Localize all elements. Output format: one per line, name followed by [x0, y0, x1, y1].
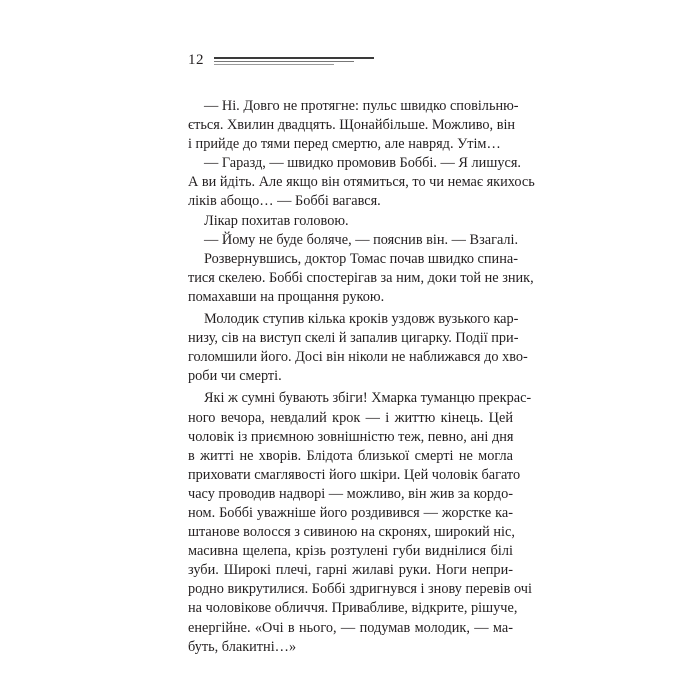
text-line: ліків абощо… — Боббі вагався. [188, 193, 381, 210]
text-line: на чоловікове обличчя. Привабливе, відкрите, рішуче, [188, 600, 518, 617]
text-line: — Йому не буде боляче, — пояснив він. — Взагалі. [204, 231, 519, 248]
text-line: тися скелею. Боббі спостерігав за ним, доки той не зник, [188, 269, 534, 286]
text-line: ном. Боббі уважніше його роздивився — жорстке ка- [188, 504, 513, 521]
text-line: низу, сів на виступ скелі й запалив цигарку. Події при- [188, 330, 519, 347]
text-line: голомшили його. Досі він ніколи не наближався до хво- [188, 349, 528, 366]
text-line: буть, блакитні…» [188, 638, 297, 655]
header-rule [214, 61, 354, 62]
text-line: Лікар похитав головою. [204, 212, 349, 229]
paragraph [188, 310, 528, 386]
text-line: ного вечора, невдалий крок — і життю кінець. Цей [188, 409, 513, 426]
text-line: і прийде до тями перед смертю, але навряд. Утім… [188, 136, 501, 153]
header-rule [214, 57, 374, 59]
text-line: енергійне. «Очі в нього, — подумав молодик, — ма- [188, 619, 513, 636]
text-line: — Гаразд, — швидко промовив Боббі. — Я лишуся. [204, 155, 521, 172]
text-line: ється. Хвилин двадцять. Щонайбільше. Можливо, він [188, 117, 516, 134]
paragraph [188, 212, 513, 231]
text-line: масивна щелепа, крізь розтулені губи виднілися білі [188, 543, 513, 560]
body-text [188, 97, 535, 657]
text-line: Молодик ступив кілька кроків уздовж вузького кар- [204, 311, 519, 328]
page-header [188, 50, 388, 70]
paragraph [188, 389, 532, 656]
paragraph [188, 154, 535, 211]
text-line: Які ж сумні бувають збіги! Хмарка туманцю прекрас- [204, 390, 532, 407]
page-number: 12 [188, 52, 204, 68]
text-line: А ви йдіть. Але якщо він отямиться, то чи немає якихось [188, 174, 535, 191]
text-line: зуби. Широкі плечі, гарні жилаві руки. Ноги непри- [188, 562, 513, 579]
text-line: — Ні. Довго не протягне: пульс швидко сповільню- [204, 98, 519, 114]
text-line: помахавши на прощання рукою. [188, 288, 385, 305]
text-line: часу проводив надворі — можливо, він жив за кордо- [188, 485, 513, 502]
paragraph [188, 231, 519, 250]
header-rule [214, 64, 334, 65]
text-line: штанове волосся з сивиною на скронях, широкий ніс, [188, 524, 515, 541]
text-line: роби чи смерті. [188, 368, 282, 385]
text-line: чоловік із приємною зовнішністю теж, певно, ані дня [188, 428, 514, 445]
text-line: приховати смаглявості його шкіри. Цей чоловік багато [188, 466, 521, 483]
paragraph [188, 97, 519, 154]
paragraph [188, 250, 534, 307]
text-line: родно викрутилися. Боббі здригнувся і знову перевів очі [188, 581, 532, 598]
text-line: Розвернувшись, доктор Томас почав швидко спина- [204, 250, 518, 267]
text-line: в житті не хворів. Блідота близької смерті не могла [188, 447, 513, 464]
